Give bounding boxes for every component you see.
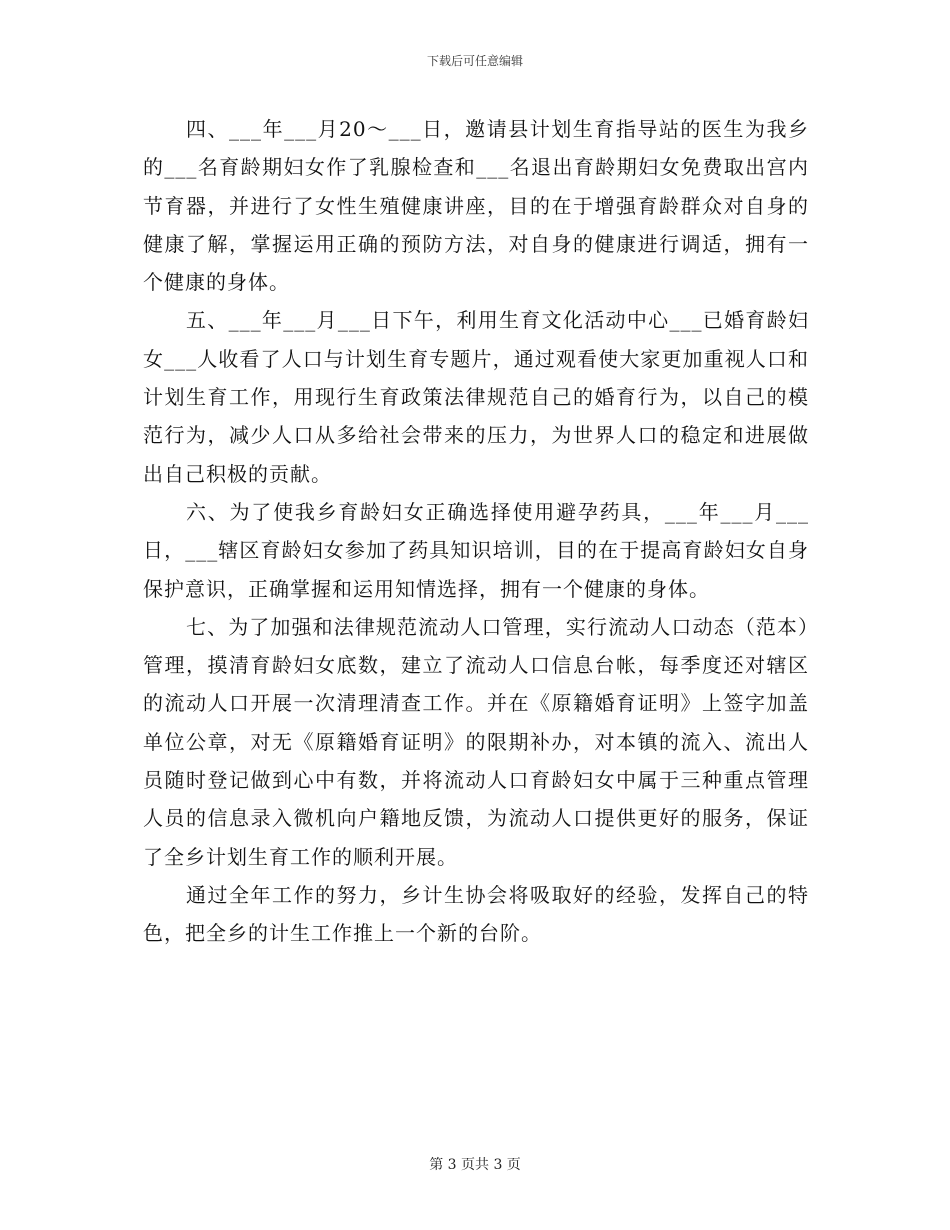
paragraph-item-5: 五、___年___月___日下午，利用生育文化活动中心___已婚育龄妇女___人收看了人口与计划生育专题片，通过观看使大家更加重视人口和计划生育工作，用现行生育政策法律规范自己的婚育行为，以自己的模范行为，减少人口从多给社会带来的压力，为世界人口的稳定和进展做出自己积极的贡献。 [143, 308, 809, 486]
page-header: 下载后可任意编辑 [426, 54, 523, 68]
paragraph-item-7: 七、为了加强和法律规范流动人口管理，实行流动人口动态（范本）管理，摸清育龄妇女底数，建立了流动人口信息台帐，每季度还对辖区的流动人口开展一次清理清查工作。并在《原籍婚育证明》上签字加盖单位公章，对无《原籍婚育证明》的限期补办，对本镇的流入、流出人员随时登记做到心中有数，并将流动人口育龄妇女中属于三种重点管理人员的信息录入微机向户籍地反馈，为流动人口提供更好的服务，保证了全乡计划生育工作的顺利开展。 [143, 614, 809, 869]
paragraph-item-4: 四、___年___月20～___日，邀请县计划生育指导站的医生为我乡的___名育龄期妇女作了乳腺检查和___名退出育龄期妇女免费取出宫内节育器，并进行了女性生殖健康讲座，目的在于增强育龄群众对自身的健康了解，掌握运用正确的预防方法，对自身的健康进行调适，拥有一个健康的身体。 [143, 117, 809, 295]
page-number-footer: 第 3 页共 3 页 [429, 1157, 521, 1173]
paragraph-conclusion: 通过全年工作的努力，乡计生协会将吸取好的经验，发挥自己的特色，把全乡的计生工作推上一个新的台阶。 [143, 882, 809, 946]
paragraph-item-6: 六、为了使我乡育龄妇女正确选择使用避孕药具，___年___月___日，___辖区育龄妇女参加了药具知识培训，目的在于提高育龄妇女自身保护意识，正确掌握和运用知情选择，拥有一个健康的身体。 [143, 499, 809, 601]
document-body [143, 110, 809, 953]
